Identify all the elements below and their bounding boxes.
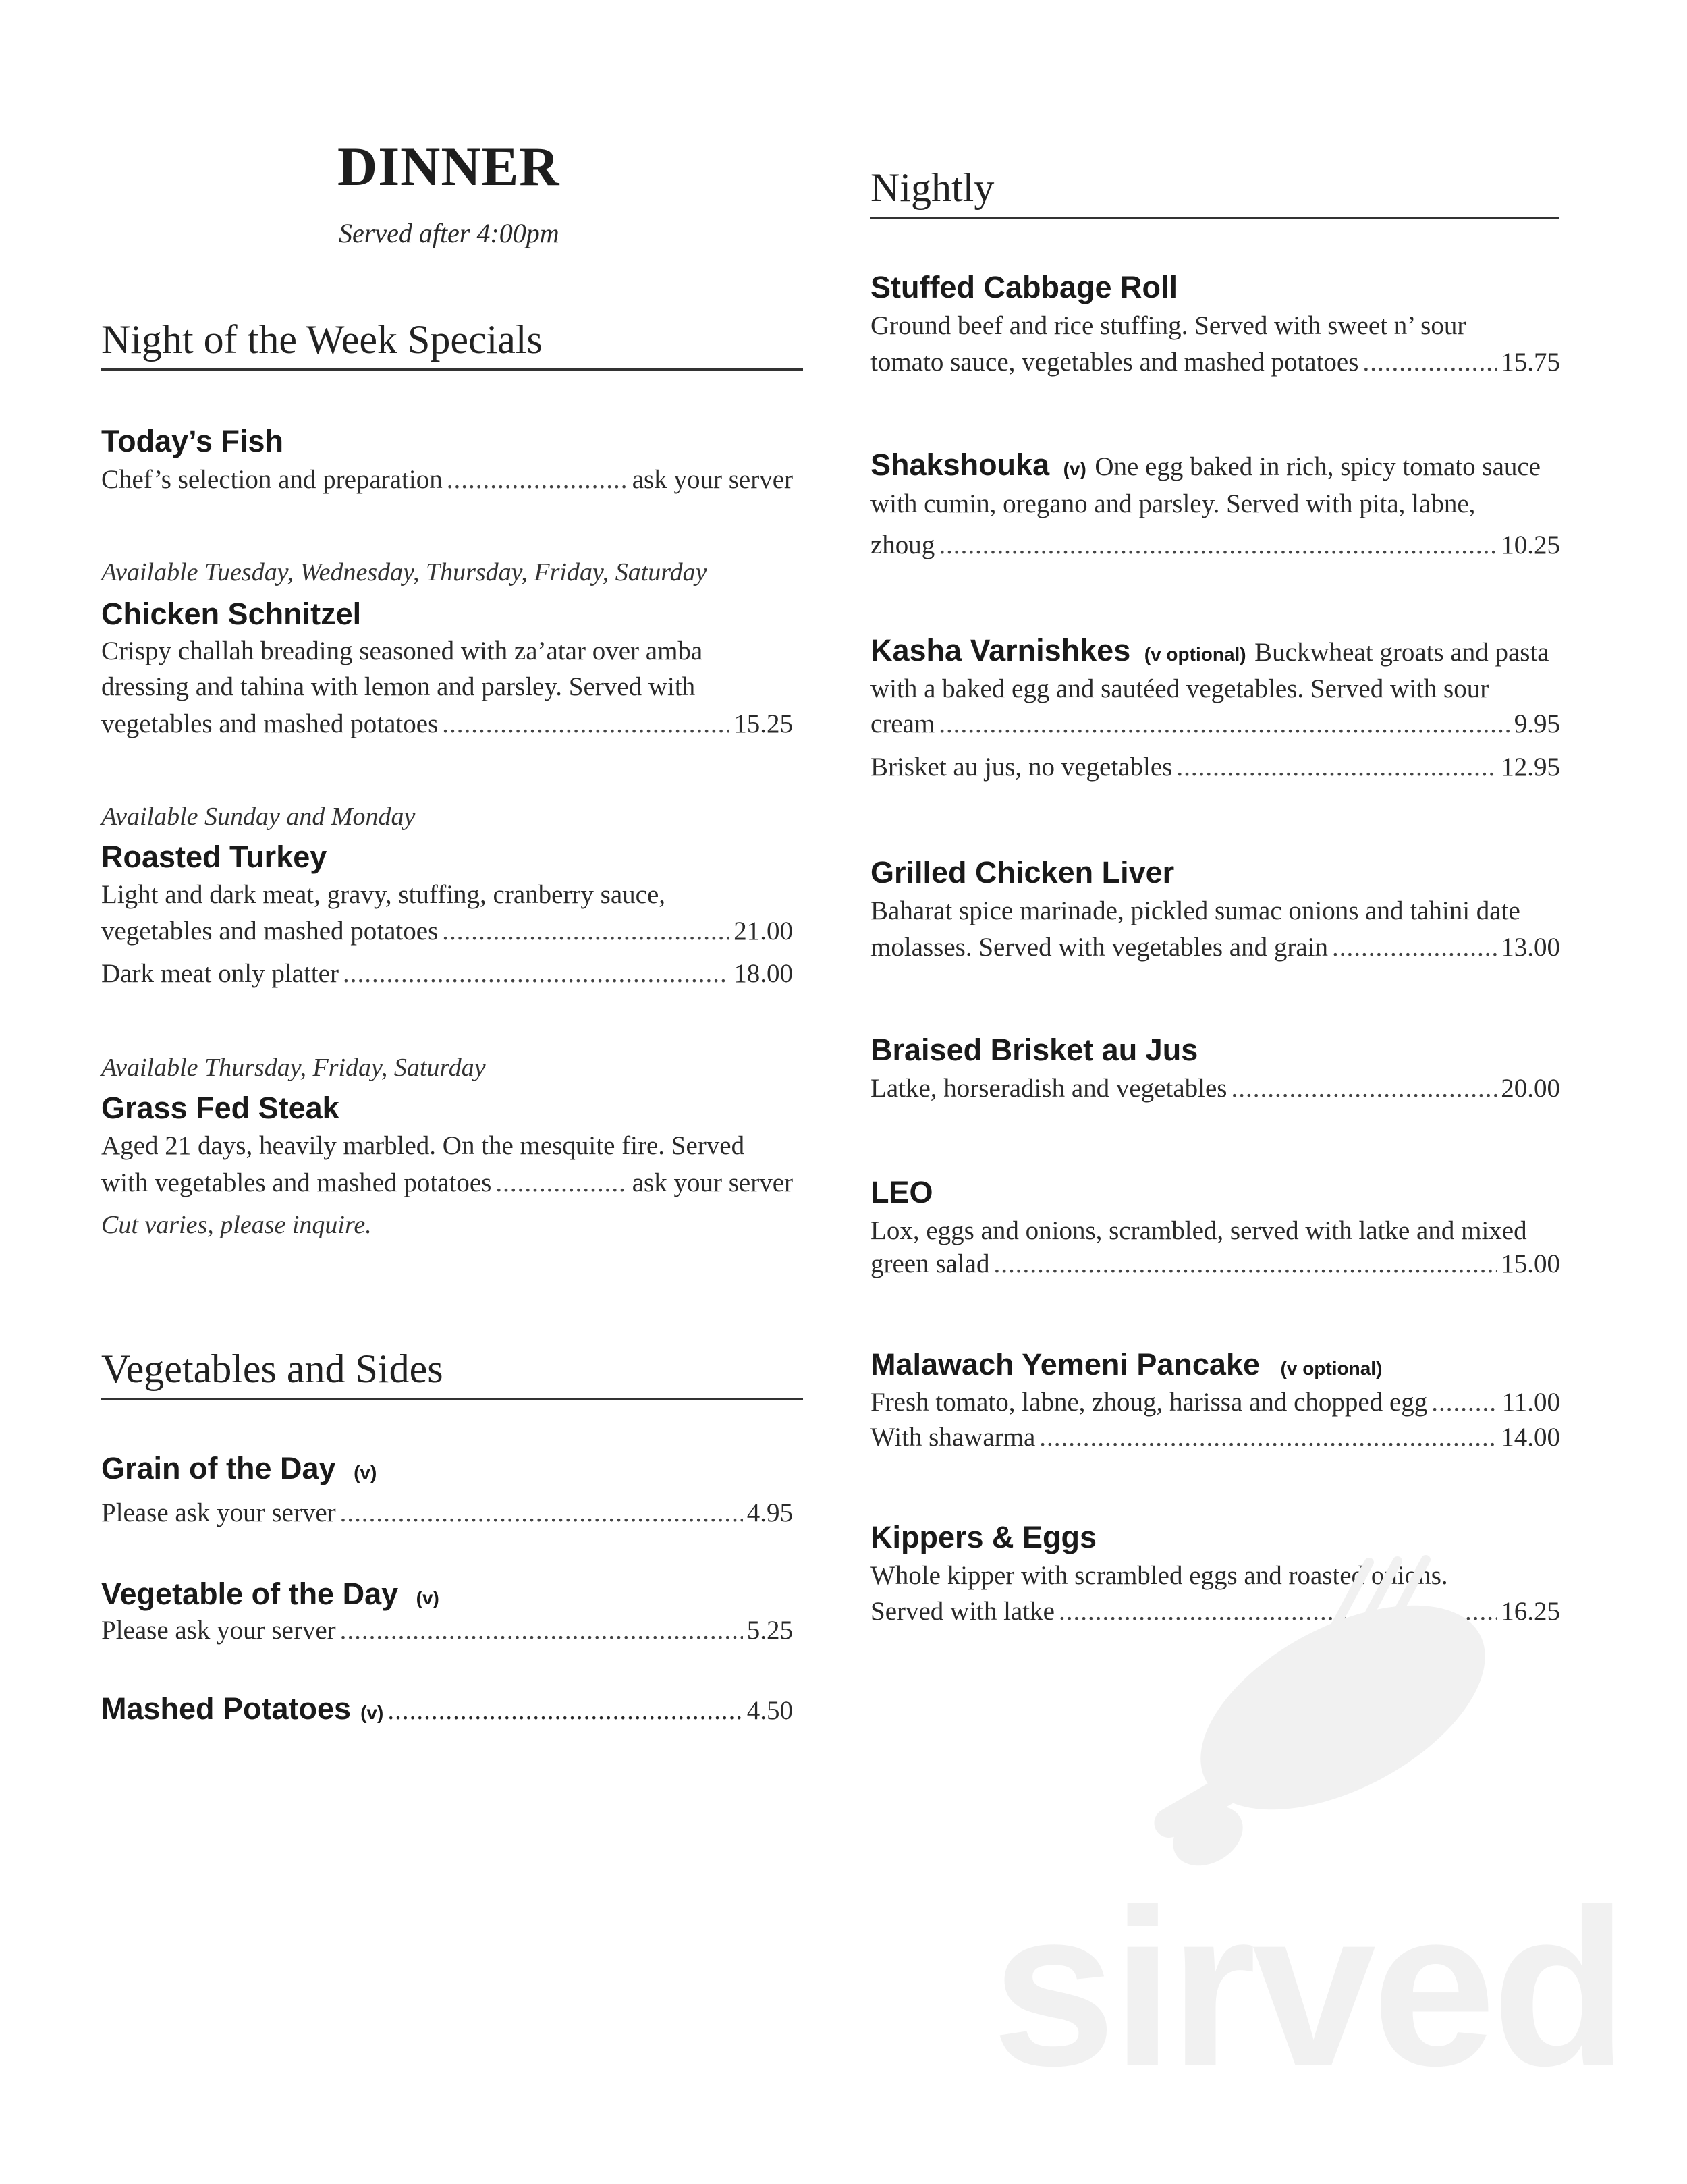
shakshouka-name-text: Shakshouka	[870, 447, 1050, 482]
leader-dots	[1332, 932, 1497, 962]
mashed-line	[101, 1691, 793, 1726]
leader-dots	[1362, 347, 1497, 377]
shakshouka-vegetarian-tag: (v)	[1063, 458, 1086, 479]
schnitzel-price: 15.25	[734, 709, 793, 738]
kasha-option-price: 12.95	[1501, 753, 1560, 782]
cabbage-desc-2: tomato sauce, vegetables and mashed potatoes	[870, 348, 1359, 377]
steak-name: Grass Fed Steak	[101, 1091, 339, 1125]
leader-dots	[939, 530, 1497, 560]
kasha-name	[870, 633, 1549, 668]
grain-price: 4.95	[746, 1498, 793, 1527]
schnitzel-desc-2: dressing and tahina with lemon and parsley. Served with	[101, 672, 696, 701]
liver-name: Grilled Chicken Liver	[870, 855, 1175, 890]
leader-dots	[442, 709, 729, 739]
leo-price: 15.00	[1501, 1249, 1560, 1278]
malawach-price: 11.00	[1501, 1388, 1560, 1417]
kasha-vegetarian-tag: (v optional)	[1144, 644, 1246, 665]
steak-line	[101, 1168, 793, 1198]
vegetable-vegetarian-tag: (v)	[416, 1587, 439, 1608]
kasha-desc-1: Buckwheat groats and pasta	[1254, 638, 1549, 667]
kasha-option-line	[870, 752, 1560, 782]
leo-line	[870, 1249, 1560, 1279]
shakshouka-desc-3: zhoug	[870, 530, 935, 559]
kasha-name-text: Kasha Varnishkes	[870, 633, 1131, 667]
vegetable-name	[101, 1577, 439, 1612]
leader-dots	[994, 1249, 1497, 1279]
brisket-desc: Latke, horseradish and vegetables	[870, 1074, 1227, 1103]
cabbage-price: 15.75	[1501, 348, 1560, 377]
leader-dots	[447, 464, 628, 495]
brisket-price: 20.00	[1501, 1074, 1560, 1103]
malawach-option-price: 14.00	[1501, 1423, 1560, 1452]
turkey-option-price: 18.00	[734, 959, 793, 988]
vegetable-desc: Please ask your server	[101, 1616, 336, 1645]
mashed-price: 4.50	[746, 1696, 793, 1725]
leo-desc-2: green salad	[870, 1249, 990, 1278]
turkey-availability: Available Sunday and Monday	[101, 802, 416, 831]
liver-desc-1: Baharat spice marinade, pickled sumac onions and tahini date	[870, 896, 1520, 925]
sides-heading: Vegetables and Sides	[101, 1346, 803, 1400]
turkey-option-label: Dark meat only platter	[101, 959, 339, 988]
leader-dots	[387, 1695, 742, 1726]
leader-dots	[343, 958, 729, 989]
malawach-option-label: With shawarma	[870, 1423, 1036, 1452]
todays-fish-desc: Chef’s selection and preparation	[101, 465, 443, 494]
grain-desc: Please ask your server	[101, 1498, 336, 1527]
vegetable-price: 5.25	[746, 1616, 793, 1645]
steak-desc-1: Aged 21 days, heavily marbled. On the mesquite fire. Served	[101, 1131, 745, 1160]
shakshouka-desc-2: with cumin, oregano and parsley. Served with pita, labne,	[870, 489, 1476, 518]
steak-desc-2: with vegetables and mashed potatoes	[101, 1168, 492, 1197]
kasha-option-label: Brisket au jus, no vegetables	[870, 753, 1173, 782]
todays-fish-name: Today’s Fish	[101, 424, 284, 458]
shakshouka-desc-1: One egg baked in rich, spicy tomato sauce	[1095, 452, 1541, 481]
steak-note: Cut varies, please inquire.	[101, 1211, 372, 1239]
steak-price: ask your server	[632, 1168, 793, 1197]
menu-title: DINNER	[337, 136, 560, 197]
liver-price: 13.00	[1501, 933, 1560, 962]
vegetable-line	[101, 1615, 793, 1645]
leo-name: LEO	[870, 1175, 933, 1209]
cabbage-desc-1: Ground beef and rice stuffing. Served with sweet n’ sour	[870, 311, 1466, 340]
kippers-price: 16.25	[1501, 1597, 1560, 1626]
malawach-vegetarian-tag: (v optional)	[1280, 1358, 1383, 1379]
liver-desc-2: molasses. Served with vegetables and grain	[870, 933, 1328, 962]
vegetable-name-text: Vegetable of the Day	[101, 1577, 399, 1611]
kasha-line	[870, 709, 1560, 739]
grain-name-text: Grain of the Day	[101, 1451, 336, 1485]
turkey-option-line	[101, 958, 793, 989]
fork-spoon-icon	[1120, 1525, 1539, 1876]
turkey-desc-1: Light and dark meat, gravy, stuffing, cranberry sauce,	[101, 880, 666, 909]
turkey-price: 21.00	[734, 917, 793, 946]
nightly-heading: Nightly	[870, 165, 1559, 219]
turkey-line	[101, 916, 793, 946]
specials-heading: Night of the Week Specials	[101, 317, 803, 371]
malawach-desc: Fresh tomato, labne, zhoug, harissa and chopped egg	[870, 1388, 1428, 1417]
turkey-name: Roasted Turkey	[101, 840, 327, 874]
leader-dots	[1039, 1422, 1497, 1452]
mashed-name: Mashed Potatoes	[101, 1691, 352, 1726]
kippers-name: Kippers & Eggs	[870, 1520, 1097, 1554]
leader-dots	[442, 916, 729, 946]
leader-dots	[1176, 752, 1497, 782]
kippers-desc-2: Served with latke	[870, 1597, 1055, 1626]
todays-fish-line	[101, 464, 793, 495]
liver-line	[870, 932, 1560, 962]
shakshouka-line	[870, 530, 1560, 560]
malawach-name-text: Malawach Yemeni Pancake	[870, 1347, 1261, 1382]
grain-vegetarian-tag: (v)	[354, 1462, 377, 1483]
menu-subtitle: Served after 4:00pm	[339, 218, 559, 248]
turkey-desc-2: vegetables and mashed potatoes	[101, 917, 439, 946]
grain-name	[101, 1451, 377, 1486]
shakshouka-price: 10.25	[1501, 530, 1560, 559]
kasha-desc-3: cream	[870, 709, 935, 738]
leader-dots	[939, 709, 1510, 739]
malawach-option-line	[870, 1422, 1560, 1452]
brisket-line	[870, 1073, 1560, 1103]
leo-desc-1: Lox, eggs and onions, scrambled, served with latke and mixed	[870, 1216, 1527, 1245]
cabbage-name: Stuffed Cabbage Roll	[870, 270, 1178, 304]
grain-line	[101, 1498, 793, 1528]
leader-dots	[1431, 1387, 1497, 1417]
malawach-line	[870, 1387, 1560, 1417]
malawach-name	[870, 1347, 1382, 1382]
todays-fish-price: ask your server	[632, 465, 793, 494]
schnitzel-desc-1: Crispy challah breading seasoned with za’atar over amba	[101, 636, 703, 665]
kasha-desc-2: with a baked egg and sautéed vegetables. Served with sour	[870, 674, 1489, 703]
schnitzel-line	[101, 709, 793, 739]
leader-dots	[340, 1498, 743, 1528]
leader-dots	[495, 1168, 628, 1198]
cabbage-line	[870, 347, 1560, 377]
steak-availability: Available Thursday, Friday, Saturday	[101, 1054, 486, 1082]
leader-dots	[1231, 1073, 1497, 1103]
kasha-price: 9.95	[1514, 709, 1560, 738]
watermark-text: sirved	[992, 1863, 1624, 2112]
kippers-desc-1: Whole kipper with scrambled eggs and roasted onions.	[870, 1561, 1448, 1590]
schnitzel-name: Chicken Schnitzel	[101, 597, 362, 631]
shakshouka-name	[870, 447, 1541, 483]
schnitzel-availability: Available Tuesday, Wednesday, Thursday, Friday, Saturday	[101, 558, 707, 586]
leader-dots	[340, 1615, 743, 1645]
brisket-name: Braised Brisket au Jus	[870, 1033, 1198, 1067]
mashed-vegetarian-tag: (v)	[360, 1702, 384, 1723]
schnitzel-desc-3: vegetables and mashed potatoes	[101, 709, 439, 738]
